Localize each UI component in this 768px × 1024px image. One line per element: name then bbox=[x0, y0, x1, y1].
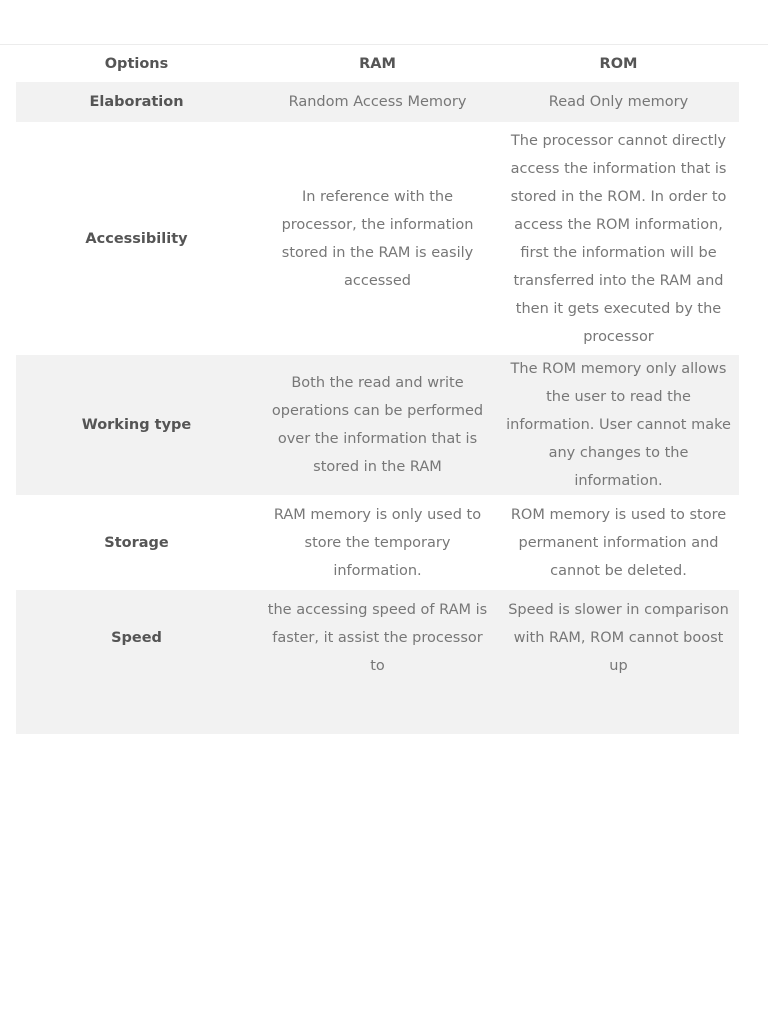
table-header-row bbox=[16, 45, 739, 82]
row-label: Speed bbox=[16, 590, 257, 734]
comparison-table-container bbox=[16, 45, 739, 674]
row-label: Accessibility bbox=[85, 230, 188, 247]
rom-cell: The ROM memory only allows the user to read the information. User cannot make any changes to the information. bbox=[498, 355, 739, 495]
ram-cell: the accessing speed of RAM is faster, it assist the processor to bbox=[257, 590, 498, 734]
table-row bbox=[16, 495, 739, 590]
header-options: Options bbox=[104, 55, 169, 72]
table-row bbox=[16, 122, 739, 355]
row-label: Working type bbox=[16, 355, 257, 495]
table-row bbox=[16, 355, 739, 495]
ram-cell: Both the read and write operations can be performed over the information that is stored in the RAM bbox=[257, 355, 498, 495]
header-ram: RAM bbox=[359, 55, 396, 72]
rom-cell: Read Only memory bbox=[498, 82, 739, 122]
ram-cell: RAM memory is only used to store the temporary information. bbox=[273, 506, 482, 579]
ram-cell: Random Access Memory bbox=[257, 82, 498, 122]
rom-cell: ROM memory is used to store permanent information and cannot be deleted. bbox=[510, 506, 727, 579]
rom-cell: Speed is slower in comparison with RAM, ROM cannot boost up bbox=[498, 590, 739, 734]
ram-cell: In reference with the processor, the information stored in the RAM is easily accessed bbox=[281, 188, 474, 289]
table-row bbox=[16, 590, 739, 734]
header-rom: ROM bbox=[599, 55, 638, 72]
row-label: Elaboration bbox=[16, 82, 257, 122]
row-label: Storage bbox=[104, 534, 169, 551]
table-row bbox=[16, 82, 739, 122]
ram-rom-comparison-table bbox=[16, 45, 739, 734]
rom-cell: The processor cannot directly access the information that is stored in the ROM. In order to access the ROM information, first the information will be transferred into the RAM and then it gets executed by the processor bbox=[510, 132, 727, 345]
